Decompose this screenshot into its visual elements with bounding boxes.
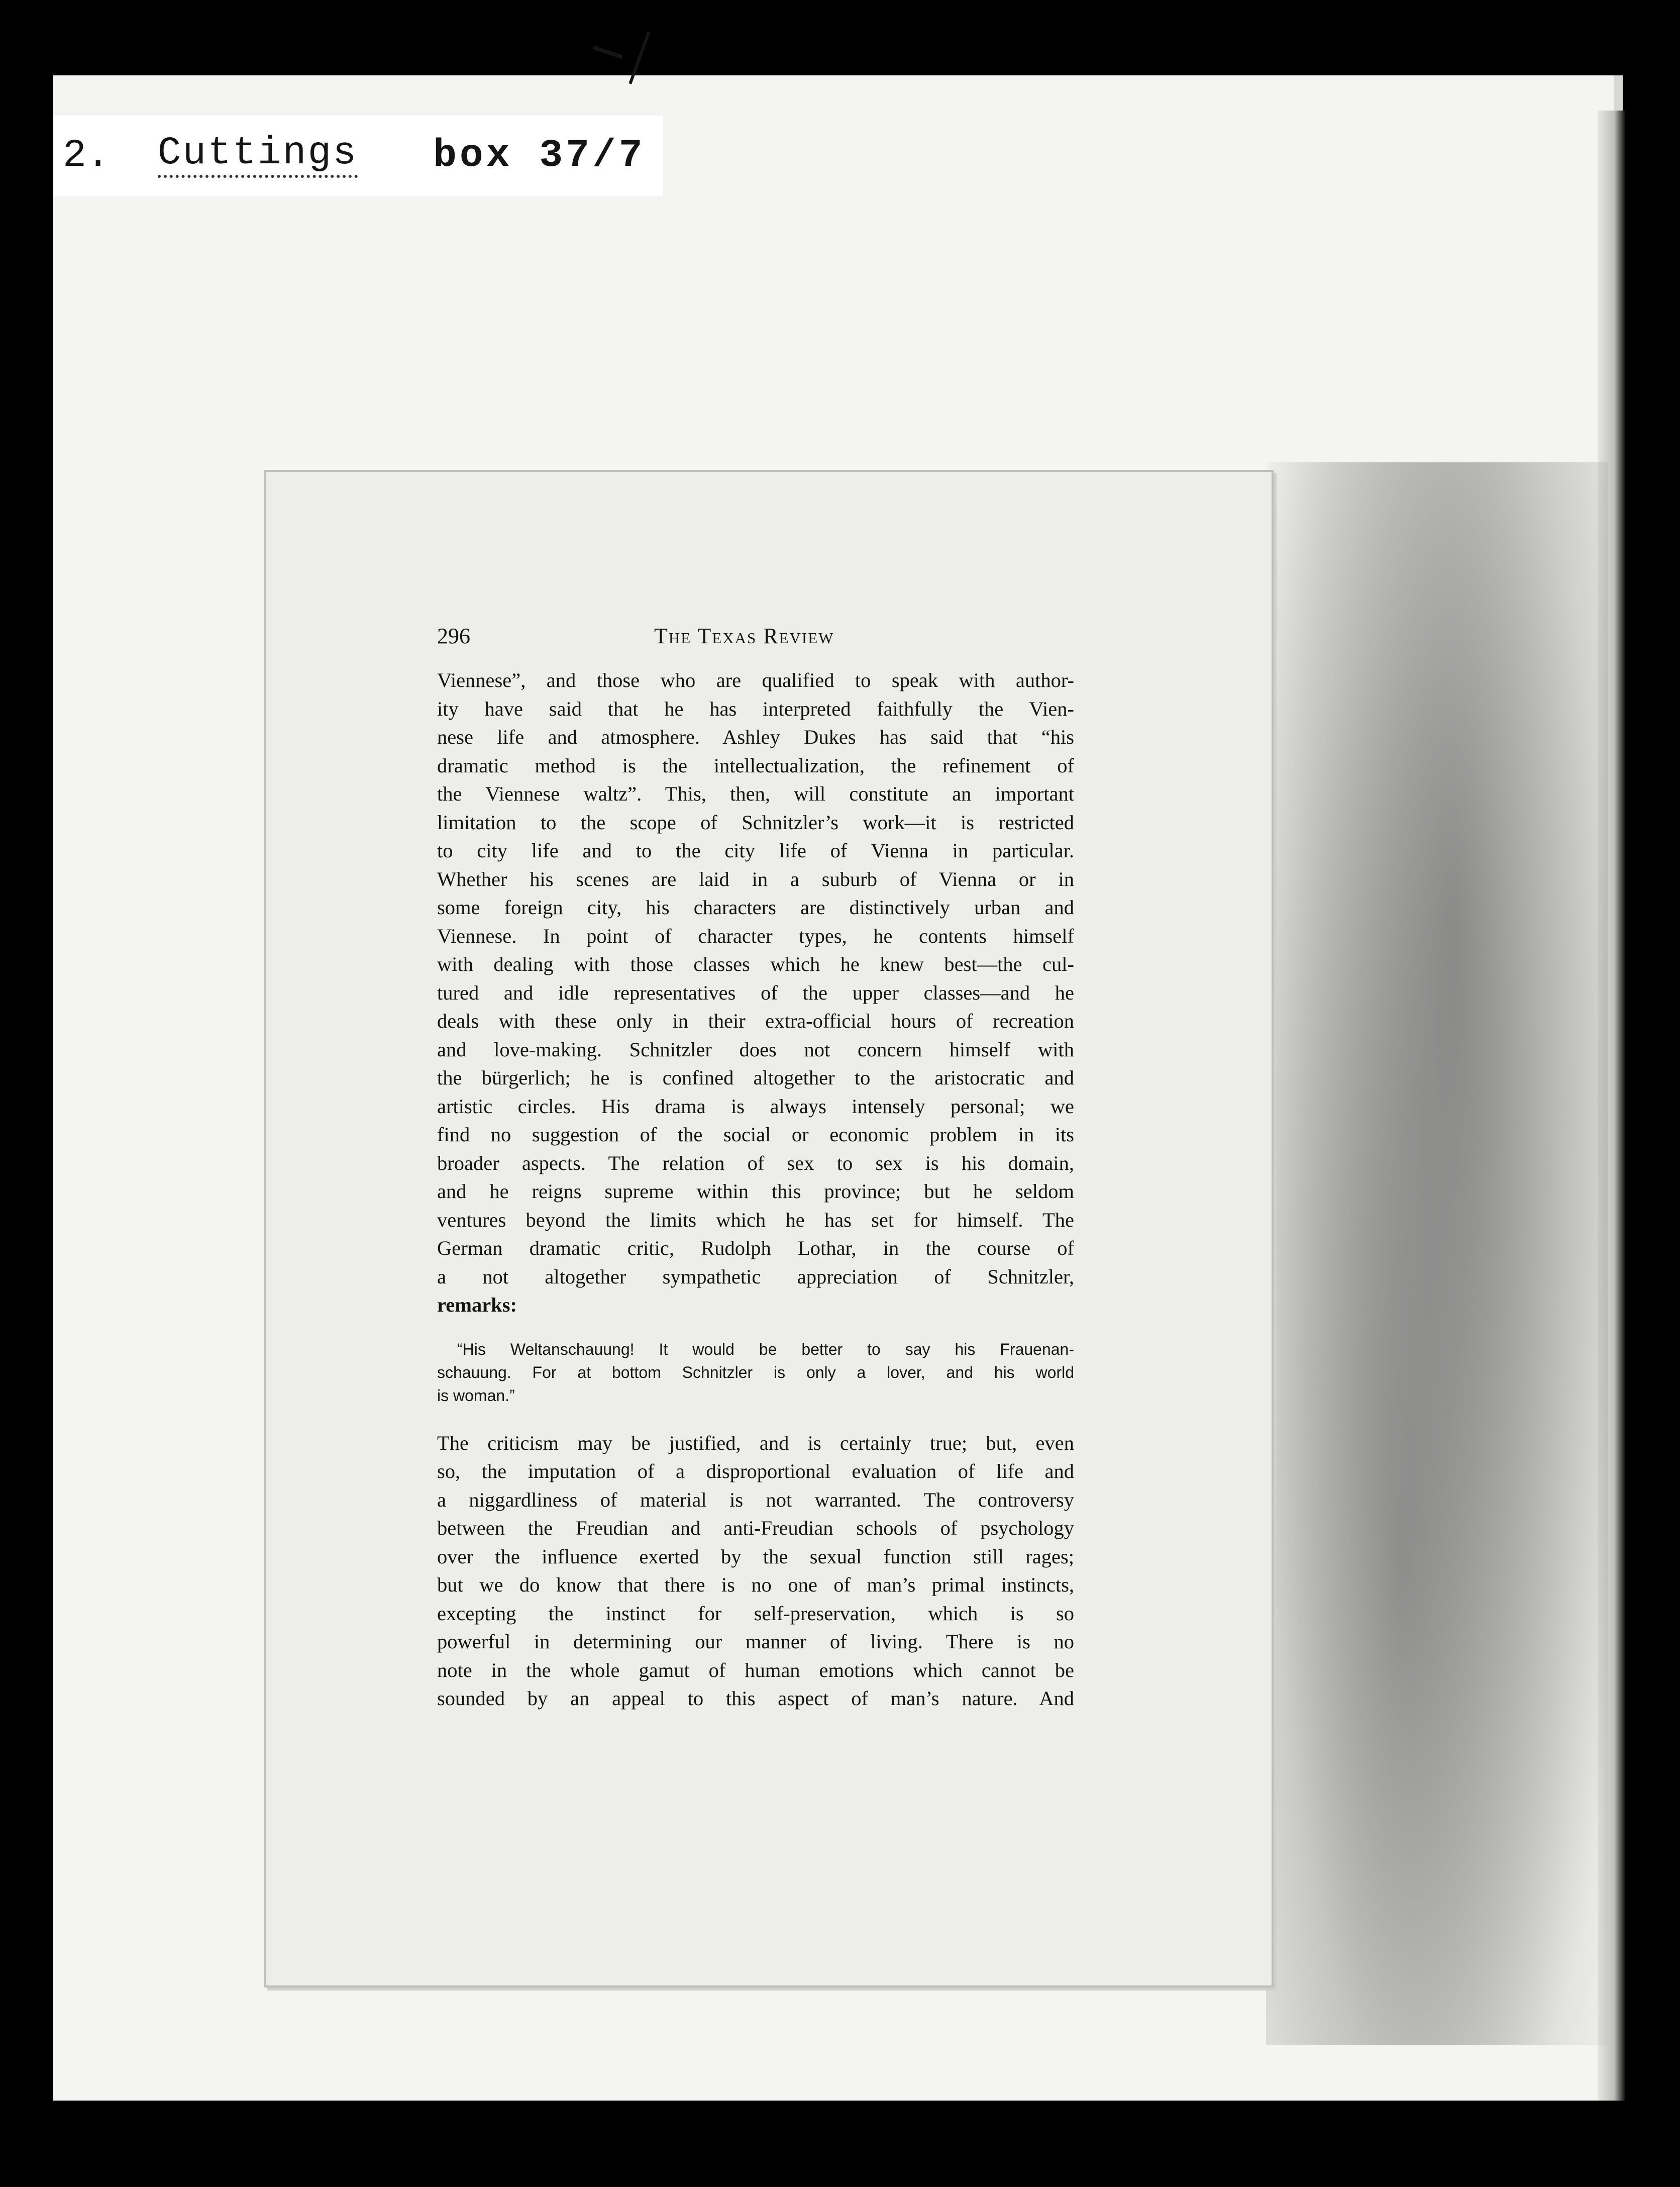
archival-label xyxy=(53,116,663,196)
text-line: remarks: xyxy=(437,1294,517,1316)
text-line: a niggardliness of material is not warranted. The controversy xyxy=(437,1488,1074,1511)
text-line: nese life and atmosphere. Ashley Dukes has said that “his xyxy=(437,726,1074,748)
text-line: some foreign city, his characters are distinctively urban and xyxy=(437,896,1074,919)
text-line: sounded by an appeal to this aspect of man’s nature. And xyxy=(437,1687,1074,1710)
text-line: excepting the instinct for self-preservation, which is so xyxy=(437,1602,1074,1625)
text-line: over the influence exerted by the sexual function still rages; xyxy=(437,1545,1074,1568)
text-line: a not altogether sympathetic appreciation of Schnitzler, xyxy=(437,1265,1074,1288)
scan-mark xyxy=(593,46,623,59)
text-line: powerful in determining our manner of living. There is no xyxy=(437,1630,1074,1653)
text-line: ventures beyond the limits which he has set for himself. The xyxy=(437,1208,1074,1231)
text-line: and he reigns supreme within this province; but he seldom xyxy=(437,1180,1074,1203)
label-number: 2. xyxy=(63,134,110,178)
text-line: note in the whole gamut of human emotions which cannot be xyxy=(437,1658,1074,1681)
text-line: limitation to the scope of Schnitzler’s work—it is restricted xyxy=(437,811,1074,834)
text-line: artistic circles. His drama is always intensely personal; we xyxy=(437,1095,1074,1118)
quote-line: is woman.” xyxy=(437,1386,515,1405)
text-line: with dealing with those classes which he knew best—the cul- xyxy=(437,953,1074,975)
text-line: broader aspects. The relation of sex to sex is his domain, xyxy=(437,1151,1074,1174)
text-line: The criticism may be justified, and is certainly true; but, even xyxy=(437,1431,1074,1454)
paragraph-1 xyxy=(437,666,1074,1320)
text-line: but we do know that there is no one of man’s primal instincts, xyxy=(437,1573,1074,1596)
text-line: deals with these only in their extra-official hours of recreation xyxy=(437,1010,1074,1032)
text-line: Viennese. In point of character types, he contents himself xyxy=(437,924,1074,947)
quote-line: schauung. For at bottom Schnitzler is only a lover, and his world xyxy=(437,1363,1074,1381)
journal-title: The Texas Review xyxy=(654,624,834,648)
text-line: Whether his scenes are laid in a suburb of Vienna or in xyxy=(437,867,1074,890)
page-number: 296 xyxy=(437,624,470,648)
text-line: ity have said that he has interpreted faithfully the Vien- xyxy=(437,697,1074,720)
text-line: between the Freudian and anti-Freudian schools of psychology xyxy=(437,1517,1074,1539)
text-line: so, the imputation of a disproportional evaluation of life and xyxy=(437,1460,1074,1482)
toner-shadow xyxy=(1266,462,1608,2045)
text-line: Viennese”, and those who are qualified to speak with author- xyxy=(437,669,1074,691)
cutting-text-block xyxy=(437,623,1074,1713)
text-line: German dramatic critic, Rudolph Lothar, in the course of xyxy=(437,1237,1074,1259)
text-line: to city life and to the city life of Vienna in particular. xyxy=(437,839,1074,862)
running-head xyxy=(437,623,1074,653)
text-line: the Viennese waltz”. This, then, will constitute an important xyxy=(437,782,1074,805)
paragraph-2 xyxy=(437,1429,1074,1713)
text-line: dramatic method is the intellectualization, the refinement of xyxy=(437,754,1074,777)
text-line: and love-making. Schnitzler does not concern himself with xyxy=(437,1038,1074,1061)
label-series: Cuttings xyxy=(158,134,358,178)
text-line: the bürgerlich; he is confined altogether to the aristocratic and xyxy=(437,1066,1074,1089)
label-box-reference: box 37/7 xyxy=(433,134,646,178)
text-line: find no suggestion of the social or economic problem in its xyxy=(437,1123,1074,1146)
quote-line: “His Weltanschauung! It would be better to say his Frauenan- xyxy=(457,1340,1074,1358)
text-line: tured and idle representatives of the upper classes—and he xyxy=(437,981,1074,1004)
block-quote xyxy=(437,1338,1074,1407)
